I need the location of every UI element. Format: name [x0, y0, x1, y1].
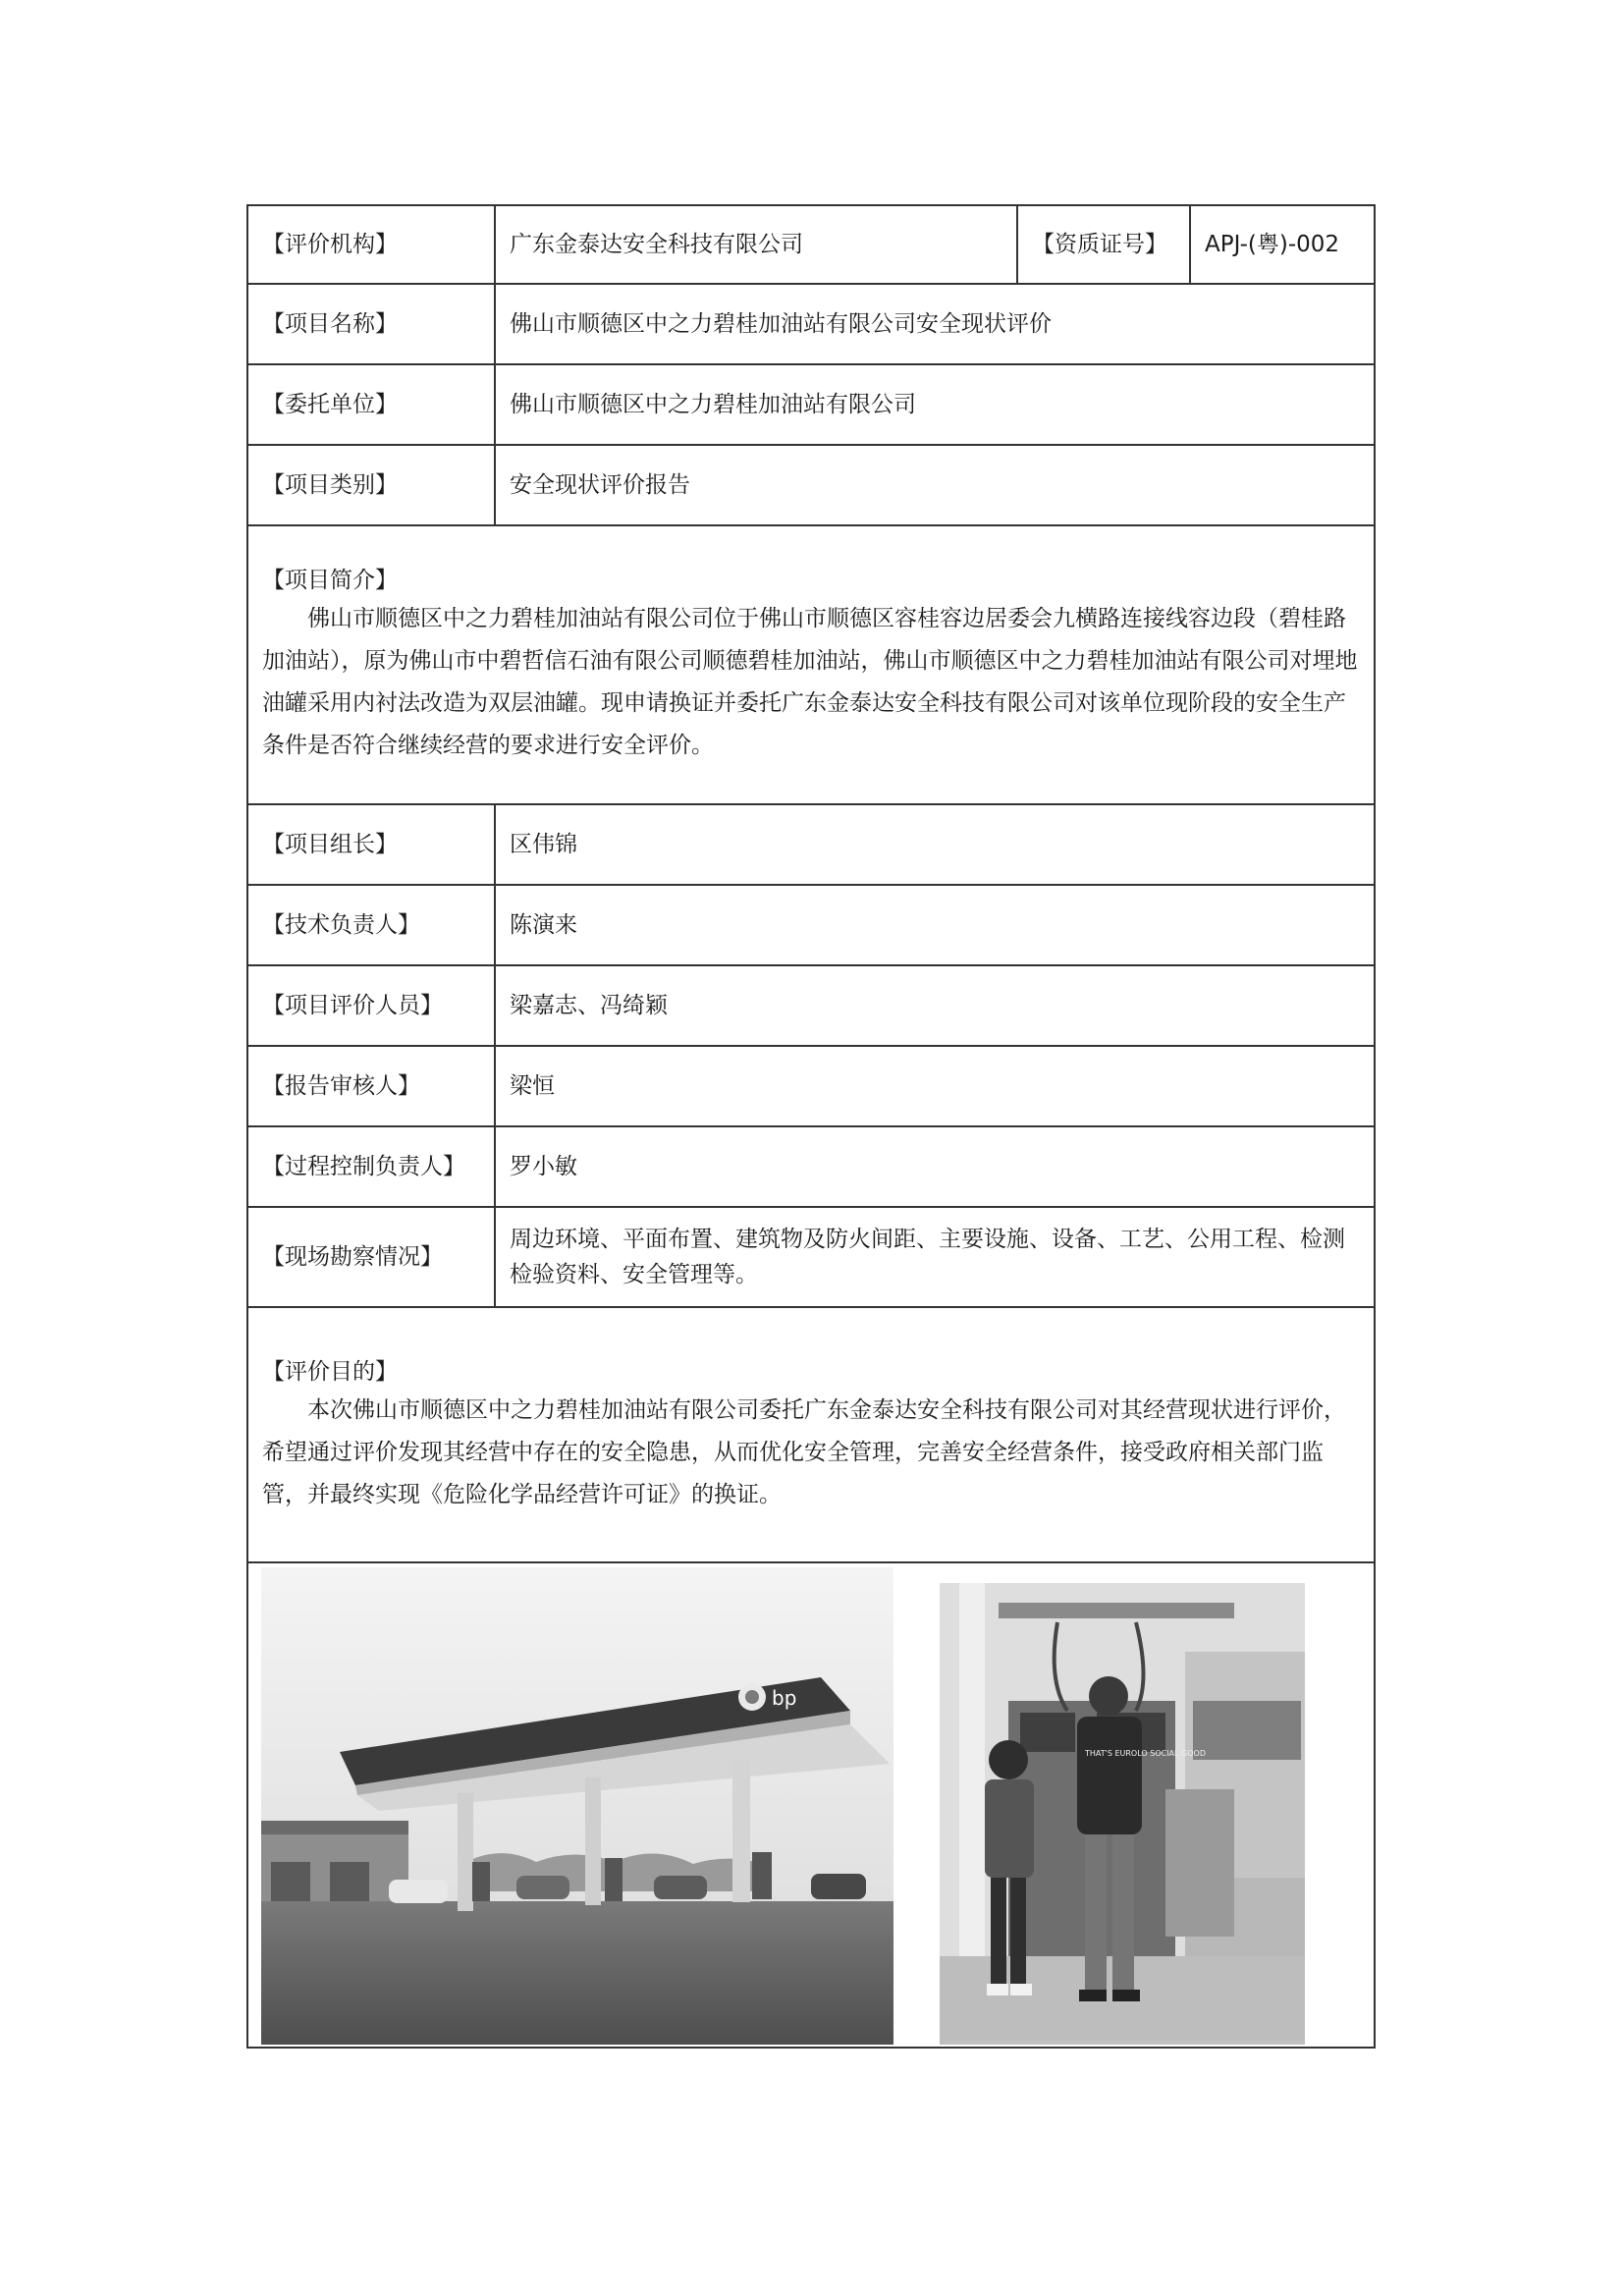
row-process	[247, 1126, 1375, 1207]
purpose-title: 【评价目的】	[262, 1358, 398, 1385]
category-label: 【项目类别】	[247, 445, 495, 525]
photos-cell	[247, 1562, 1375, 2048]
row-purpose	[247, 1307, 1375, 1562]
staff-on-site-photo	[940, 1583, 1305, 2045]
row-tech	[247, 885, 1375, 965]
intro-title: 【项目简介】	[262, 568, 398, 593]
gas-station-photo	[261, 1567, 893, 2045]
org-label: 【评价机构】	[247, 205, 495, 284]
purpose-block	[247, 1307, 1375, 1562]
reviewer-label: 【报告审核人】	[247, 1046, 495, 1126]
purpose-text: 本次佛山市顺德区中之力碧桂加油站有限公司委托广东金泰达安全科技有限公司对其经营现状进行评价，希望通过评价发现其经营中存在的安全隐患，从而优化安全管理，完善安全经营条件，接受政府相关部门监管，并最终实现《危险化学品经营许可证》的换证。	[262, 1396, 1346, 1507]
category-value: 安全现状评价报告	[495, 445, 1375, 525]
row-photos	[247, 1562, 1375, 2048]
leader-label: 【项目组长】	[247, 804, 495, 885]
intro-block	[247, 525, 1375, 804]
row-project-name	[247, 284, 1375, 364]
org-value: 广东金泰达安全科技有限公司	[495, 205, 1017, 284]
process-label: 【过程控制负责人】	[247, 1126, 495, 1207]
client-label: 【委托单位】	[247, 364, 495, 445]
row-org	[247, 205, 1375, 284]
row-client	[247, 364, 1375, 445]
reviewer-value: 梁恒	[495, 1046, 1375, 1126]
bp-sign-text: bp	[772, 1686, 797, 1710]
tech-label: 【技术负责人】	[247, 885, 495, 965]
evaluators-value: 梁嘉志、冯绮颖	[495, 965, 1375, 1046]
project-name-value: 佛山市顺德区中之力碧桂加油站有限公司安全现状评价	[495, 284, 1375, 364]
shirt-print-text: THAT'S EUROLO SOCIAL GOOD	[1085, 1749, 1206, 1758]
client-value: 佛山市顺德区中之力碧桂加油站有限公司	[495, 364, 1375, 445]
tech-value: 陈演来	[495, 885, 1375, 965]
row-reviewer	[247, 1046, 1375, 1126]
survey-value: 周边环境、平面布置、建筑物及防火间距、主要设施、设备、工艺、公用工程、检测检验资料、安全管理等。	[495, 1207, 1375, 1307]
cert-value: APJ-(粤)-002	[1190, 205, 1375, 284]
row-survey	[247, 1207, 1375, 1307]
survey-label: 【现场勘察情况】	[247, 1207, 495, 1307]
row-intro	[247, 525, 1375, 804]
row-evaluators	[247, 965, 1375, 1046]
row-category	[247, 445, 1375, 525]
evaluation-info-table	[246, 204, 1376, 2049]
row-leader	[247, 804, 1375, 885]
evaluators-label: 【项目评价人员】	[247, 965, 495, 1046]
cert-label: 【资质证号】	[1017, 205, 1190, 284]
intro-text: 佛山市顺德区中之力碧桂加油站有限公司位于佛山市顺德区容桂容边居委会九横路连接线容边段（碧桂路加油站），原为佛山市中碧哲信石油有限公司顺德碧桂加油站，佛山市顺德区中之力碧桂加油站有限公司对埋地油罐采用内衬法改造为双层油罐。现申请换证并委托广东金泰达安全科技有限公司对该单位现阶段的安全生产条件是否符合继续经营的要求进行安全评价。	[262, 606, 1358, 758]
process-value: 罗小敏	[495, 1126, 1375, 1207]
leader-value: 区伟锦	[495, 804, 1375, 885]
project-name-label: 【项目名称】	[247, 284, 495, 364]
